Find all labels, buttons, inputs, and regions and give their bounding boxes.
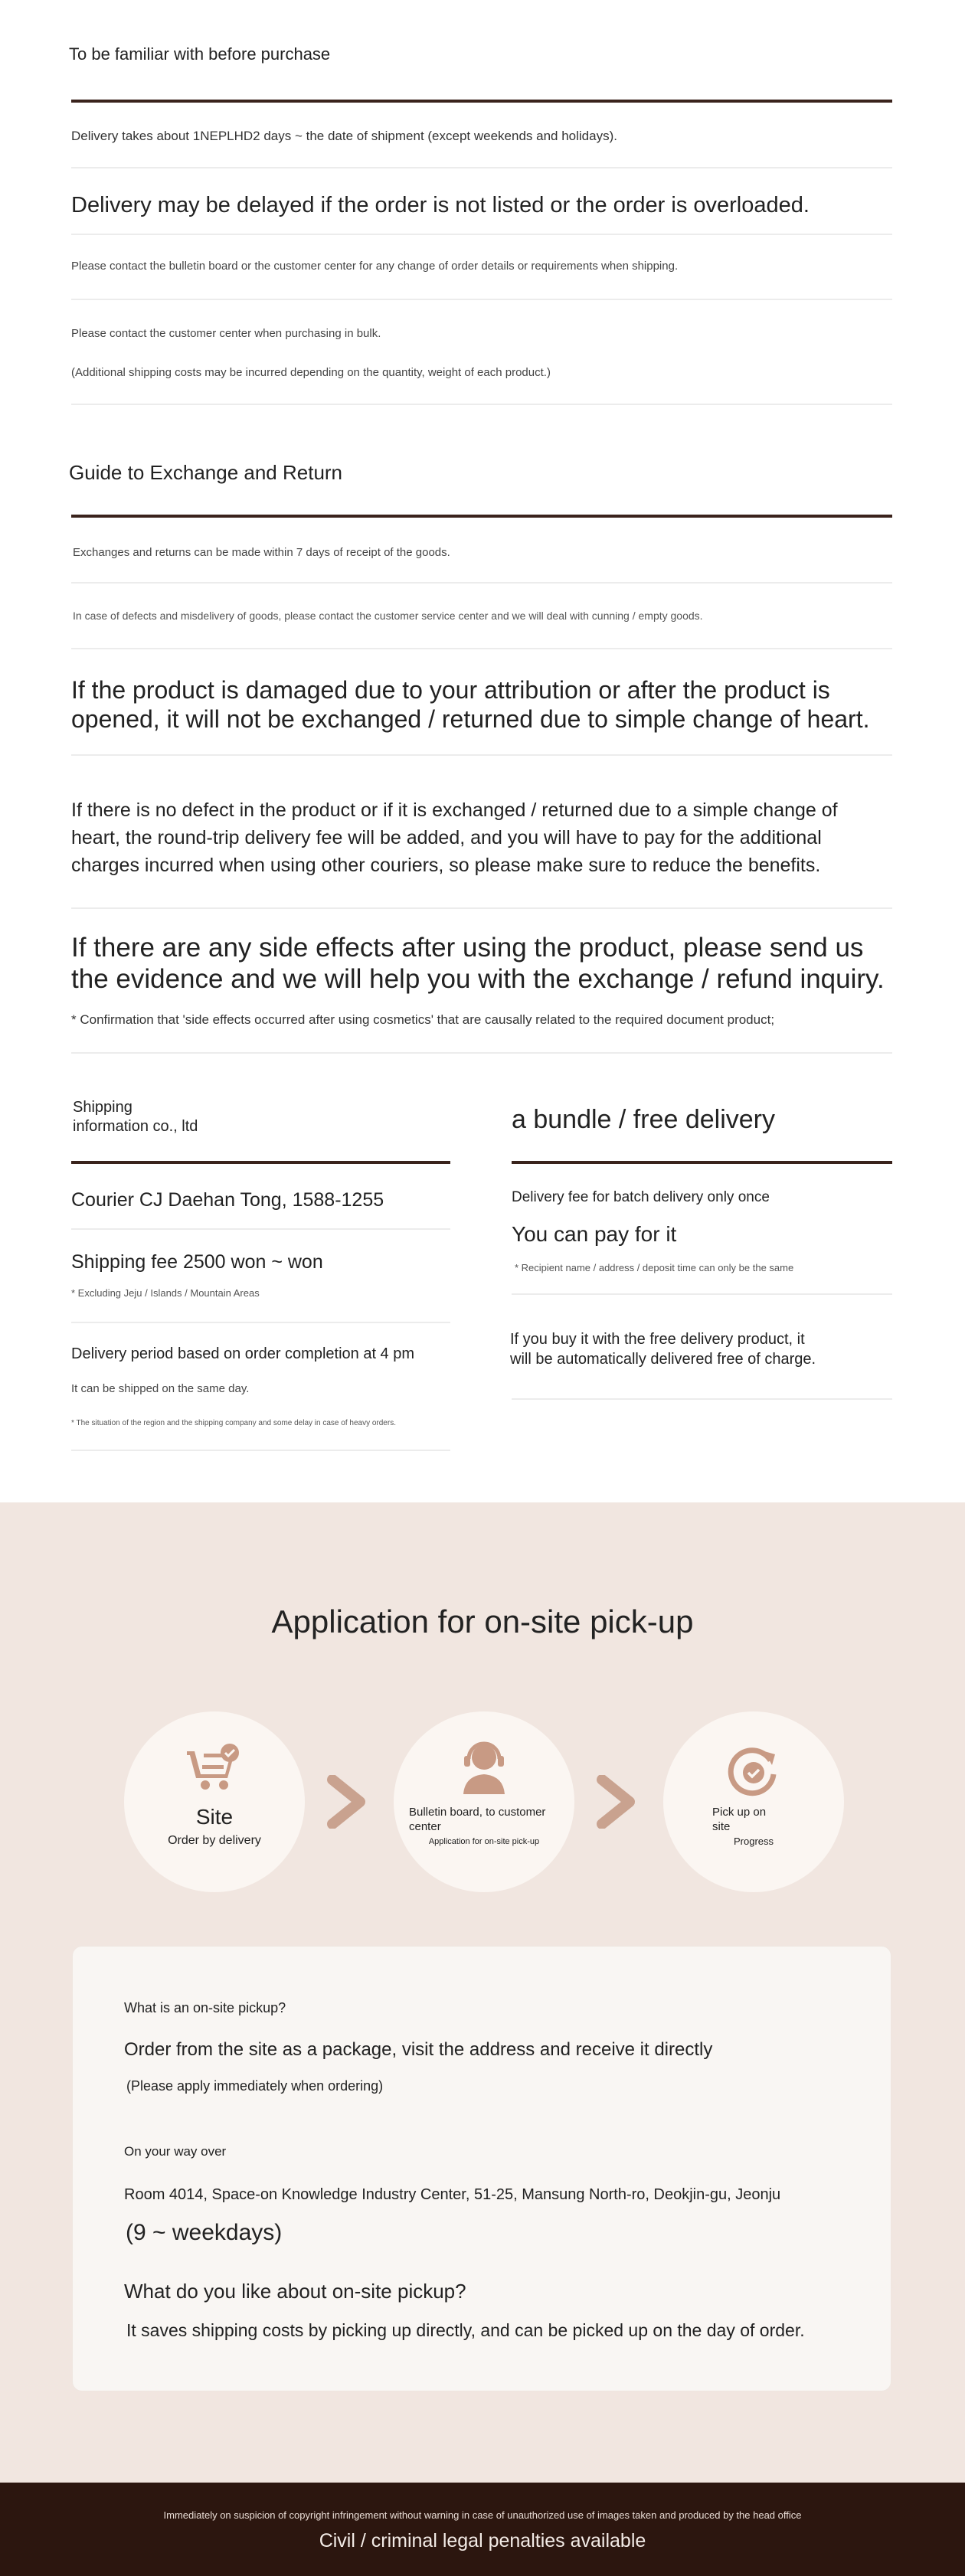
exchange-item-1: Exchanges and returns can be made within 7 days of receipt of the goods.	[73, 546, 450, 559]
refresh-check-icon	[726, 1744, 781, 1803]
shipping-title-line2: information co., ltd	[73, 1118, 198, 1135]
cart-check-icon	[185, 1742, 244, 1800]
bundle-fee-line: Delivery fee for batch delivery only once	[512, 1189, 770, 1205]
pickup-address: Room 4014, Space-on Knowledge Industry Center, 51-25, Mansung North-ro, Deokjin-gu, Jeonju	[124, 2186, 781, 2203]
pickup-step-2-sub: Application for on-site pick-up	[428, 1837, 540, 1846]
divider	[71, 404, 892, 405]
exchange-item-5a: If there are any side effects after using the product, please send us	[71, 933, 864, 963]
pickup-a1: Order from the site as a package, visit the address and receive it directly	[124, 2039, 713, 2060]
pickup-step-3	[663, 1711, 844, 1892]
divider	[71, 582, 892, 584]
pickup-a3: It saves shipping costs by picking up directly, and can be picked up on the day of order.	[126, 2320, 805, 2340]
shipping-same-day: It can be shipped on the same day.	[71, 1382, 250, 1395]
pickup-q1: What is an on-site pickup?	[124, 2000, 286, 2015]
shipping-fee: Shipping fee 2500 won ~ won	[71, 1251, 323, 1273]
notes-item-1: Delivery takes about 1NEPLHD2 days ~ the date of shipment (except weekends and holidays).	[71, 129, 617, 143]
footer	[0, 2483, 965, 2576]
pickup-step-1-label: Site	[195, 1805, 234, 1829]
notes-title-rule	[71, 100, 892, 103]
divider	[71, 1450, 450, 1451]
shipping-title	[73, 1098, 198, 1136]
shipping-title-rule	[71, 1161, 450, 1164]
exchange-item-4a: If there is no defect in the product or if it is exchanged / returned due to a simple change of	[71, 799, 838, 821]
exchange-item-6: * Confirmation that 'side effects occurred after using cosmetics' that are causally related to the required document product;	[71, 1012, 775, 1027]
bundle-title-rule	[512, 1161, 892, 1164]
exchange-item-5b: the evidence and we will help you with the exchange / refund inquiry.	[71, 964, 885, 994]
pickup-step-2	[394, 1711, 574, 1892]
notes-item-3: Please contact the bulletin board or the customer center for any change of order details or requirements when shipping.	[71, 260, 679, 273]
bundle-free-line1: If you buy it with the free delivery product, it	[510, 1331, 805, 1348]
bundle-free-text	[510, 1329, 816, 1369]
exchange-title-rule	[71, 515, 892, 518]
shipping-courier: Courier CJ Daehan Tong, 1588-1255	[71, 1189, 384, 1211]
notes-item-2: Delivery may be delayed if the order is not listed or the order is overloaded.	[71, 193, 810, 217]
pickup-step-1	[124, 1711, 305, 1892]
footer-penalty: Civil / criminal legal penalties available	[319, 2530, 646, 2551]
notes-title: To be familiar with before purchase	[69, 44, 331, 64]
bundle-free-line2: will be automatically delivered free of charge.	[510, 1351, 816, 1368]
pickup-step-3-sub: Progress	[733, 1836, 774, 1847]
divider	[71, 754, 892, 756]
pickup-q2: On your way over	[124, 2144, 227, 2159]
footer-notice: Immediately on suspicion of copyright infringement without warning in case of unauthorized use of images taken and produced by the head office	[163, 2509, 802, 2521]
bundle-title: a bundle / free delivery	[512, 1105, 775, 1134]
divider	[71, 1052, 892, 1054]
divider	[71, 907, 892, 909]
pickup-step-1-sub: Order by delivery	[168, 1834, 261, 1847]
divider	[71, 1322, 450, 1323]
pickup-title: Application for on-site pick-up	[271, 1603, 694, 1639]
pickup-q3: What do you like about on-site pickup?	[124, 2280, 466, 2303]
divider	[71, 234, 892, 235]
shipping-period: Delivery period based on order completion at 4 pm	[71, 1345, 415, 1362]
divider	[71, 648, 892, 649]
divider	[512, 1398, 892, 1400]
exchange-item-4b: heart, the round-trip delivery fee will be added, and you will have to pay for the additional	[71, 827, 822, 848]
divider	[512, 1293, 892, 1295]
divider	[71, 299, 892, 300]
exchange-item-3b: opened, it will not be exchanged / returned due to simple change of heart.	[71, 705, 870, 733]
exchange-item-2: In case of defects and misdelivery of goods, please contact the customer service center and we will deal with cunning / empty goods.	[73, 610, 703, 622]
pickup-step-2-label: Bulletin board, to customer center	[409, 1806, 546, 1833]
exchange-item-4c: charges incurred when using other couriers, so please make sure to reduce the benefits.	[71, 855, 821, 876]
notes-item-4: Please contact the customer center when purchasing in bulk.	[71, 327, 381, 340]
notes-item-5: (Additional shipping costs may be incurred depending on the quantity, weight of each product.)	[71, 366, 551, 379]
divider	[71, 167, 892, 168]
customer-service-icon	[459, 1739, 509, 1798]
bundle-note: * Recipient name / address / deposit time can only be the same	[515, 1262, 794, 1273]
shipping-title-line1: Shipping	[73, 1099, 132, 1116]
exchange-title: Guide to Exchange and Return	[69, 461, 343, 484]
shipping-fee-note: * Excluding Jeju / Islands / Mountain Areas	[71, 1287, 260, 1299]
chevron-right-icon	[326, 1775, 366, 1832]
pickup-step-3-label: Pick up on site	[712, 1806, 767, 1833]
exchange-item-3a: If the product is damaged due to your attribution or after the product is	[71, 676, 830, 704]
chevron-right-icon	[596, 1775, 636, 1832]
pickup-a1-note: (Please apply immediately when ordering)	[126, 2078, 384, 2094]
bundle-pay: You can pay for it	[512, 1222, 677, 1246]
shipping-small-note: * The situation of the region and the shipping company and some delay in case of heavy orders.	[71, 1419, 396, 1427]
pickup-hours: (9 ~ weekdays)	[126, 2220, 283, 2245]
divider	[71, 1228, 450, 1230]
